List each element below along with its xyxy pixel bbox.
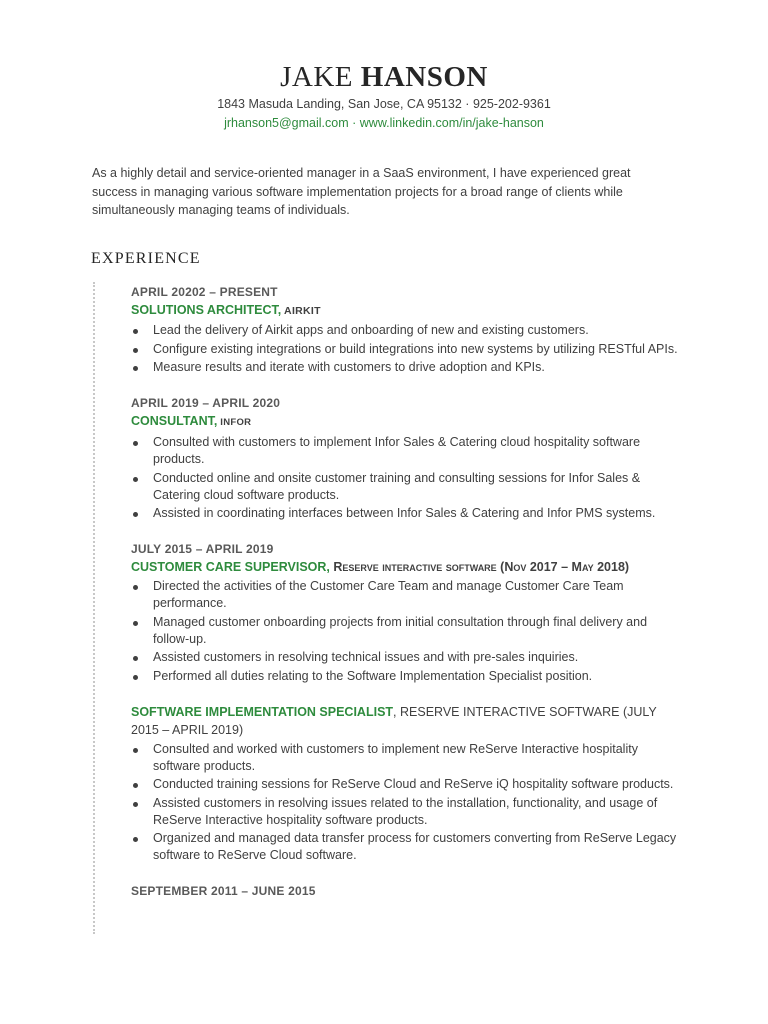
bullet-icon [133,477,138,482]
job-entry-2011 [131,882,681,900]
experience-list [131,283,681,912]
bullet-text: Lead the delivery of Airkit apps and onboarding of new and existing customers. [153,323,589,337]
bullet-text: Consulted and worked with customers to implement new ReServe Interactive hospitality software products. [153,741,638,773]
bullet-icon [133,837,138,842]
bullet-icon [133,675,138,680]
job-title: SOLUTIONS ARCHITECT, [131,303,282,317]
job-dates: APRIL 2019 – APRIL 2020 [131,396,281,410]
list-item [131,578,681,612]
job-role [131,301,681,320]
last-name: HANSON [360,61,488,93]
job-title: SOFTWARE IMPLEMENTATION SPECIALIST [131,704,394,719]
experience-timeline-rule [93,282,95,934]
bullet-text: Performed all duties relating to the Software Implementation Specialist position. [153,668,593,683]
job-entry-infor [131,394,681,522]
bullet-text: Assisted customers in resolving technical issues and with pre-sales inquiries. [153,650,579,664]
job-role [131,412,681,432]
list-item [131,614,681,648]
bullet-text: Managed customer onboarding projects from initial consultation through final delivery and follow-up. [153,614,648,646]
bullet-text: Measure results and iterate with customers to drive adoption and KPIs. [153,360,545,374]
experience-heading: EXPERIENCE [91,250,201,267]
bullet-text: Conducted online and onsite customer training and consulting sessions for Infor Sales & Catering cloud software products. [153,470,641,502]
job-title: CUSTOMER CARE SUPERVISOR, [131,560,330,574]
list-item [131,322,681,339]
bullet-text: Consulted with customers to implement Infor Sales & Catering cloud hospitality software products. [153,435,641,466]
candidate-name [0,60,768,94]
bullet-text: Assisted customers in resolving issues related to the installation, functionality, and usage of ReServe Interactive hospitality software products. [153,795,658,827]
first-name: JAKE [280,61,354,93]
list-item [131,649,681,666]
bullet-text: Configure existing integrations or build integrations into new systems by utilizing RESTful APIs. [153,341,678,356]
job-bullets [131,322,681,376]
job-entry-reserve-supervisor [131,540,681,685]
list-item [131,434,681,468]
bullet-icon [133,585,138,590]
linkedin-link[interactable]: www.linkedin.com/in/jake-hanson [359,116,544,130]
email-link[interactable]: jrhanson5@gmail.com [224,116,349,130]
bullet-icon [133,656,138,661]
job-company: INFOR [217,417,252,428]
bullet-text: Organized and managed data transfer process for customers converting from ReServe Legacy software to ReServe Cloud software. [153,831,677,862]
list-item [131,776,681,793]
bullet-icon [133,621,138,626]
bullet-icon [133,348,138,353]
job-role [131,703,681,739]
bullet-icon [133,802,138,807]
list-item [131,830,681,864]
list-item [131,470,681,504]
bullet-text: Directed the activities of the Customer Care Team and manage Customer Care Team performance. [153,579,624,610]
job-company: , RESERVE INTERACTIVE SOFTWARE (JULY 2015 – APRIL 2019) [131,704,657,737]
resume-header [0,60,768,132]
job-dates: SEPTEMBER 2011 – JUNE 2015 [131,884,316,898]
contact-address: 1843 Masuda Landing, San Jose, CA 95132 · 925-202-9361 [217,97,551,111]
list-item [131,668,681,685]
list-item [131,359,681,376]
list-item [131,341,681,358]
bullet-icon [133,441,138,446]
list-item [131,505,681,522]
profile-summary: As a highly detail and service-oriented manager in a SaaS environment, I have experienced great success in managing various software implementation projects for a broad range of clients while simultaneously managing teams of individuals. [92,166,631,217]
bullet-text: Conducted training sessions for ReServe Cloud and ReServe iQ hospitality software products. [153,777,674,791]
job-role [131,558,681,576]
job-company: AIRKIT [281,305,321,317]
bullet-icon [133,748,138,753]
contact-separator: · [348,116,360,130]
job-bullets [131,578,681,685]
bullet-text: Assisted in coordinating interfaces between Infor Sales & Catering and Infor PMS systems. [153,506,656,520]
contact-links [0,115,768,132]
job-bullets [131,741,681,865]
job-entry-airkit [131,283,681,376]
job-entry-reserve-specialist [131,703,681,865]
list-item [131,795,681,829]
job-bullets [131,434,681,522]
job-title: CONSULTANT, [131,414,218,428]
job-company: Reserve interactive software (Nov 2017 – May 2018) [329,560,630,574]
job-dates: APRIL 20202 – PRESENT [131,285,278,299]
bullet-icon [133,329,138,334]
bullet-icon [133,366,138,371]
job-dates: JULY 2015 – APRIL 2019 [131,542,274,556]
list-item [131,741,681,775]
bullet-icon [133,512,138,517]
bullet-icon [133,783,138,788]
